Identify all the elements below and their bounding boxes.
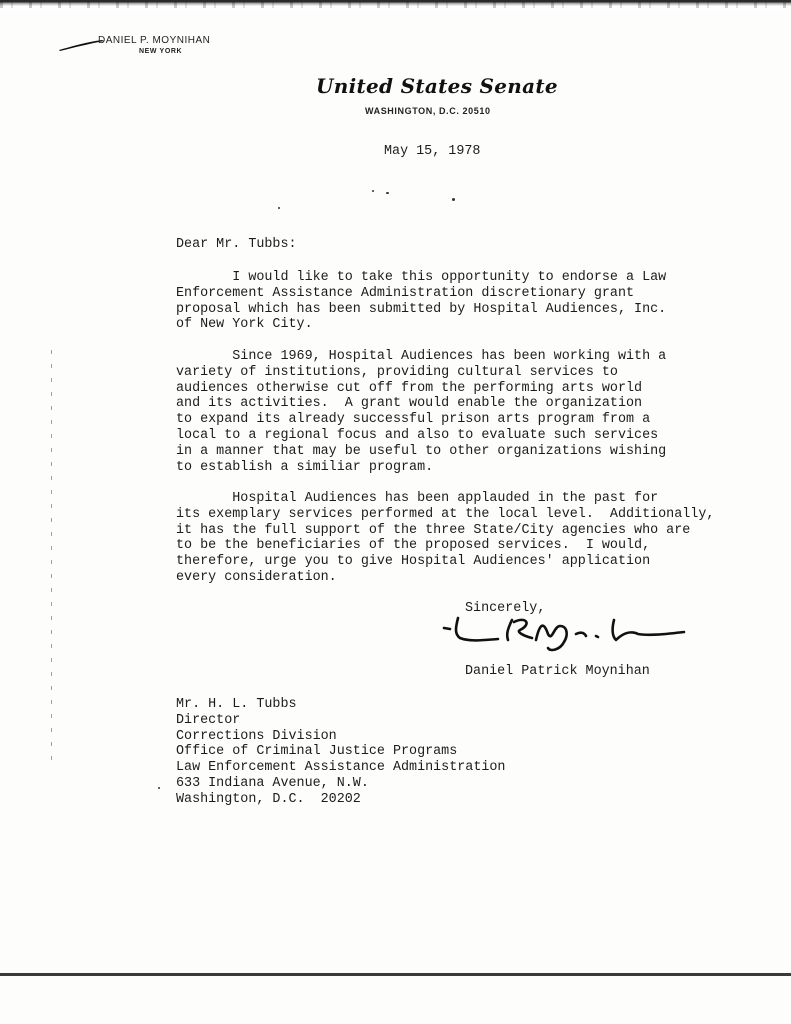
sender-name: DANIEL P. MOYNIHAN [98,35,211,46]
scan-speck [278,207,280,209]
closing: Sincerely, [465,601,546,616]
sender-state: NEW YORK [139,48,183,55]
scan-top-noise [0,2,791,8]
body-paragraph-1: I would like to take this opportunity to endorse a Law Enforcement Assistance Administration discretionary grant proposal which has been submitted by Hospital Audiences, Inc. of New York City. [176,270,667,333]
salutation: Dear Mr. Tubbs: [176,237,297,252]
institution-address: WASHINGTON, D.C. 20510 [365,106,491,116]
recipient-address: Mr. H. L. Tubbs Director Corrections Division Office of Criminal Justice Programs Law Enforcement Assistance Administration 633 Indiana Avenue, N.W. Washington, D.C. 20202 [176,697,506,807]
signer-name: Daniel Patrick Moynihan [465,664,650,679]
body-paragraph-3: Hospital Audiences has been applauded in the past for its exemplary services performed at the local level. Additionally, it has the full support of the three State/City agencies who are to be the beneficiaries of the proposed services. I would, therefore, urge you to give Hospital Audiences' application every consideration. [176,491,715,585]
scan-speck [372,190,374,192]
scan-speck [158,787,160,789]
handwritten-signature [436,612,688,656]
letter-date: May 15, 1978 [384,144,481,159]
body-paragraph-2: Since 1969, Hospital Audiences has been working with a variety of institutions, providing cultural services to audiences otherwise cut off from the performing arts world and its activities. A grant would enable the organization to expand its already successful prison arts program from a local to a regional focus and also to evaluate such services in a manner that may be useful to other organizations wishing to establish a similiar program. [176,349,667,475]
scan-bottom-edge [0,973,791,976]
scan-speck [452,198,455,201]
institution-title: United States Senate [316,74,558,98]
left-margin-artifact [51,350,52,760]
scan-speck [386,192,389,194]
